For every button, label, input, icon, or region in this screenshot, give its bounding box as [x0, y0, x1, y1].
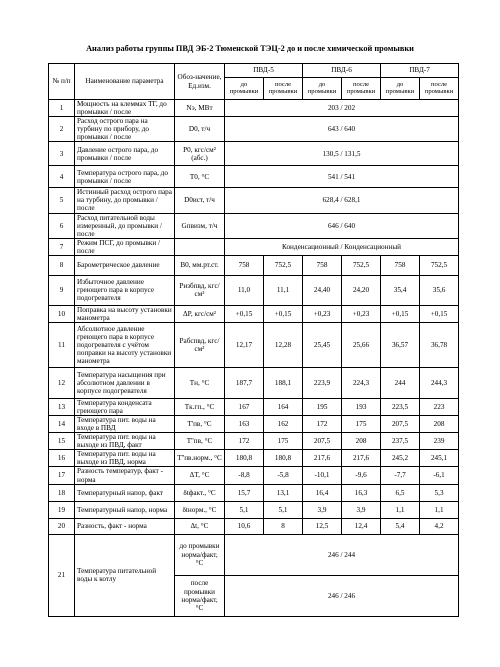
value-cell: -8,8	[225, 467, 264, 484]
parameter-name: Барометрическое давление	[75, 255, 175, 275]
value-cell: 758	[303, 255, 342, 275]
merged-value: 643 / 640	[225, 117, 459, 142]
value-cell: 164	[264, 398, 303, 415]
value-cell: -5,8	[264, 467, 303, 484]
value-cell: 758	[225, 255, 264, 275]
value-cell: 16,3	[342, 484, 381, 501]
value-cell: 5,3	[420, 484, 459, 501]
value-cell: 24,40	[303, 275, 342, 305]
value-cell: 223,9	[303, 367, 342, 398]
table-row	[49, 501, 459, 518]
parameter-unit	[175, 238, 225, 255]
value-cell: 5,1	[264, 501, 303, 518]
value-cell: 188,1	[264, 367, 303, 398]
row-number: 12	[49, 367, 75, 398]
header-after: после промывки	[342, 78, 381, 100]
table-row	[49, 433, 459, 450]
table-row	[49, 100, 459, 117]
value-cell: 224,3	[342, 367, 381, 398]
parameter-unit: ΔT, °C	[175, 467, 225, 484]
value-cell: 239	[420, 433, 459, 450]
parameter-unit: после промывки норма/факт, °C	[175, 575, 225, 616]
value-cell: 4,2	[420, 518, 459, 534]
parameter-unit: Nэ, МВт	[175, 100, 225, 117]
value-cell: 163	[225, 416, 264, 433]
value-cell: 758	[381, 255, 420, 275]
parameter-unit: Tк.гп., °C	[175, 398, 225, 415]
parameter-name: Режим ПСГ, до промывки / после	[75, 238, 175, 255]
parameter-name: Температура насыщения при абсолютном давлении в корпусе подогревателя	[75, 367, 175, 398]
value-cell: +0,23	[303, 305, 342, 322]
value-cell: 12,17	[225, 322, 264, 367]
header-group: ПВД-7	[381, 64, 459, 78]
parameter-unit: T0, °C	[175, 166, 225, 188]
value-cell: 175	[264, 433, 303, 450]
value-cell: 13,1	[264, 484, 303, 501]
merged-value: 130,5 / 131,5	[225, 142, 459, 166]
analysis-table	[48, 63, 459, 617]
value-cell: -7,7	[381, 467, 420, 484]
parameter-unit: Tн, °C	[175, 367, 225, 398]
value-cell: +0,15	[225, 305, 264, 322]
parameter-name: Избыточное давление греющего пара в корпусе подогревателя	[75, 275, 175, 305]
parameter-unit: D0, т/ч	[175, 117, 225, 142]
parameter-unit: δtнорм., °C	[175, 501, 225, 518]
header-before: до промывки	[303, 78, 342, 100]
value-cell: 5,4	[381, 518, 420, 534]
value-cell: 207,5	[381, 416, 420, 433]
row-number: 14	[49, 416, 75, 433]
row-number: 2	[49, 117, 75, 142]
parameter-name: Поправка на высоту установки манометра	[75, 305, 175, 322]
row-number: 6	[49, 213, 75, 238]
value-cell: 193	[342, 398, 381, 415]
table-row	[49, 275, 459, 305]
value-cell: -9,6	[342, 467, 381, 484]
value-cell: 180,8	[225, 450, 264, 467]
parameter-name: Температурный напор, норма	[75, 501, 175, 518]
table-row	[49, 534, 459, 575]
value-cell: +0,23	[342, 305, 381, 322]
value-cell: 25,66	[342, 322, 381, 367]
header-unit: Обоз-начение, Ед.изм.	[175, 64, 225, 100]
value-cell: 208	[420, 416, 459, 433]
parameter-name: Разность, факт - норма	[75, 518, 175, 534]
parameter-unit: P0, кгс/см² (абс.)	[175, 142, 225, 166]
header-before: до промывки	[225, 78, 264, 100]
value-cell: +0,15	[381, 305, 420, 322]
header-group: ПВД-5	[225, 64, 303, 78]
parameter-unit: B0, мм.рт.ст.	[175, 255, 225, 275]
table-row	[49, 117, 459, 142]
value-cell: 35,4	[381, 275, 420, 305]
table-row	[49, 213, 459, 238]
value-cell: -10,1	[303, 467, 342, 484]
value-cell: 24,20	[342, 275, 381, 305]
value-cell: 36,78	[420, 322, 459, 367]
value-cell: 752,5	[264, 255, 303, 275]
parameter-name: Температура конденсата греющего пара	[75, 398, 175, 415]
parameter-unit: Pабспвд, кгс/см²	[175, 322, 225, 367]
value-cell: 15,7	[225, 484, 264, 501]
value-cell: 11,0	[225, 275, 264, 305]
parameter-name: Температура питательной воды к котлу	[75, 534, 175, 616]
table-row	[49, 238, 459, 255]
value-cell: 180,8	[264, 450, 303, 467]
parameter-name: Температура острого пара, до промывки / после	[75, 166, 175, 188]
value-cell: 187,7	[225, 367, 264, 398]
row-number: 5	[49, 188, 75, 213]
parameter-unit: до промывки норма/факт, °C	[175, 534, 225, 575]
parameter-name: Абсолютное давление греющего пара в корпусе подогревателя с учётом поправки на высоту установки манометра	[75, 322, 175, 367]
value-cell: 175	[342, 416, 381, 433]
value-cell: 8	[264, 518, 303, 534]
value-cell: 3,9	[303, 501, 342, 518]
parameter-unit: T''пв, °C	[175, 433, 225, 450]
value-cell: 3,9	[342, 501, 381, 518]
row-number: 19	[49, 501, 75, 518]
value-cell: 35,6	[420, 275, 459, 305]
table-row	[49, 322, 459, 367]
value-cell: 207,5	[303, 433, 342, 450]
parameter-unit: T''пв.норм., °C	[175, 450, 225, 467]
row-number: 7	[49, 238, 75, 255]
merged-value: 246 / 244	[225, 534, 459, 575]
table-body	[49, 100, 459, 617]
value-cell: 244	[381, 367, 420, 398]
value-cell: 217,6	[342, 450, 381, 467]
parameter-unit: T'пв, °C	[175, 416, 225, 433]
row-number: 16	[49, 450, 75, 467]
value-cell: 245,1	[420, 450, 459, 467]
row-number: 15	[49, 433, 75, 450]
value-cell: 12,4	[342, 518, 381, 534]
row-number: 1	[49, 100, 75, 117]
value-cell: 6,5	[381, 484, 420, 501]
value-cell: 244,3	[420, 367, 459, 398]
table-row	[49, 305, 459, 322]
row-number: 20	[49, 518, 75, 534]
row-number: 17	[49, 467, 75, 484]
merged-value: 541 / 541	[225, 166, 459, 188]
header-after: после промывки	[264, 78, 303, 100]
merged-value: 628,4 / 628,1	[225, 188, 459, 213]
row-number: 3	[49, 142, 75, 166]
parameter-name: Расход питательной воды измеренный, до промывки / после	[75, 213, 175, 238]
value-cell: 195	[303, 398, 342, 415]
value-cell: 25,45	[303, 322, 342, 367]
merged-value: 646 / 640	[225, 213, 459, 238]
value-cell: 752,5	[342, 255, 381, 275]
parameter-unit: Δt, °C	[175, 518, 225, 534]
value-cell: 5,1	[225, 501, 264, 518]
merged-value: 203 / 202	[225, 100, 459, 117]
value-cell: 12,5	[303, 518, 342, 534]
row-number: 4	[49, 166, 75, 188]
header-group: ПВД-6	[303, 64, 381, 78]
value-cell: 1,1	[381, 501, 420, 518]
document-title: Анализ работы группы ПВД ЭБ-2 Тюменской ТЭЦ-2 до и после химической промывки	[86, 44, 414, 53]
merged-value: 246 / 246	[225, 575, 459, 616]
parameter-unit: Pизбпвд, кгс/см²	[175, 275, 225, 305]
header-name: Наименование параметра	[75, 64, 175, 100]
header-after: после промывки	[420, 78, 459, 100]
value-cell: 11,1	[264, 275, 303, 305]
parameter-unit: Gпвизм, т/ч	[175, 213, 225, 238]
row-number: 9	[49, 275, 75, 305]
row-number: 10	[49, 305, 75, 322]
parameter-name: Расход острого пара на турбину по прибору, до промывки / после	[75, 117, 175, 142]
row-number: 8	[49, 255, 75, 275]
value-cell: 10,6	[225, 518, 264, 534]
table-row	[49, 398, 459, 415]
value-cell: 172	[303, 416, 342, 433]
parameter-name: Температурный напор, факт	[75, 484, 175, 501]
header-before: до промывки	[381, 78, 420, 100]
parameter-name: Температура пит. воды на входе в ПВД	[75, 416, 175, 433]
parameter-unit: D0ист, т/ч	[175, 188, 225, 213]
parameter-name: Истинный расход острого пара на турбину, до промывки / после	[75, 188, 175, 213]
row-number: 21	[49, 534, 75, 616]
merged-value: Конденсационный / Конденсационный	[225, 238, 459, 255]
row-number: 18	[49, 484, 75, 501]
table-row	[49, 142, 459, 166]
table-row	[49, 518, 459, 534]
row-number: 11	[49, 322, 75, 367]
value-cell: 36,57	[381, 322, 420, 367]
value-cell: -6,1	[420, 467, 459, 484]
parameter-unit: ΔP, кгс/см²	[175, 305, 225, 322]
value-cell: 752,5	[420, 255, 459, 275]
value-cell: 16,4	[303, 484, 342, 501]
table-row	[49, 255, 459, 275]
table-row	[49, 484, 459, 501]
row-number: 13	[49, 398, 75, 415]
parameter-name: Разность температур, факт - норма	[75, 467, 175, 484]
table-row	[49, 188, 459, 213]
value-cell: 1,1	[420, 501, 459, 518]
parameter-name: Температура пит. воды на выходе из ПВД, факт	[75, 433, 175, 450]
parameter-name: Давление острого пара, до промывки / после	[75, 142, 175, 166]
table-row	[49, 367, 459, 398]
value-cell: 237,5	[381, 433, 420, 450]
table-row	[49, 166, 459, 188]
table-row	[49, 450, 459, 467]
value-cell: 245,2	[381, 450, 420, 467]
table-row	[49, 467, 459, 484]
value-cell: 12,28	[264, 322, 303, 367]
value-cell: +0,15	[264, 305, 303, 322]
value-cell: 223,5	[381, 398, 420, 415]
value-cell: 223	[420, 398, 459, 415]
parameter-name: Температура пит. воды на выходе из ПВД, норма	[75, 450, 175, 467]
value-cell: +0,15	[420, 305, 459, 322]
table-row	[49, 416, 459, 433]
value-cell: 167	[225, 398, 264, 415]
value-cell: 217,6	[303, 450, 342, 467]
value-cell: 172	[225, 433, 264, 450]
value-cell: 162	[264, 416, 303, 433]
parameter-unit: δtфакт., °C	[175, 484, 225, 501]
parameter-name: Мощность на клеммах ТГ, до промывки / после	[75, 100, 175, 117]
value-cell: 208	[342, 433, 381, 450]
header-num: № п/п	[49, 64, 75, 100]
